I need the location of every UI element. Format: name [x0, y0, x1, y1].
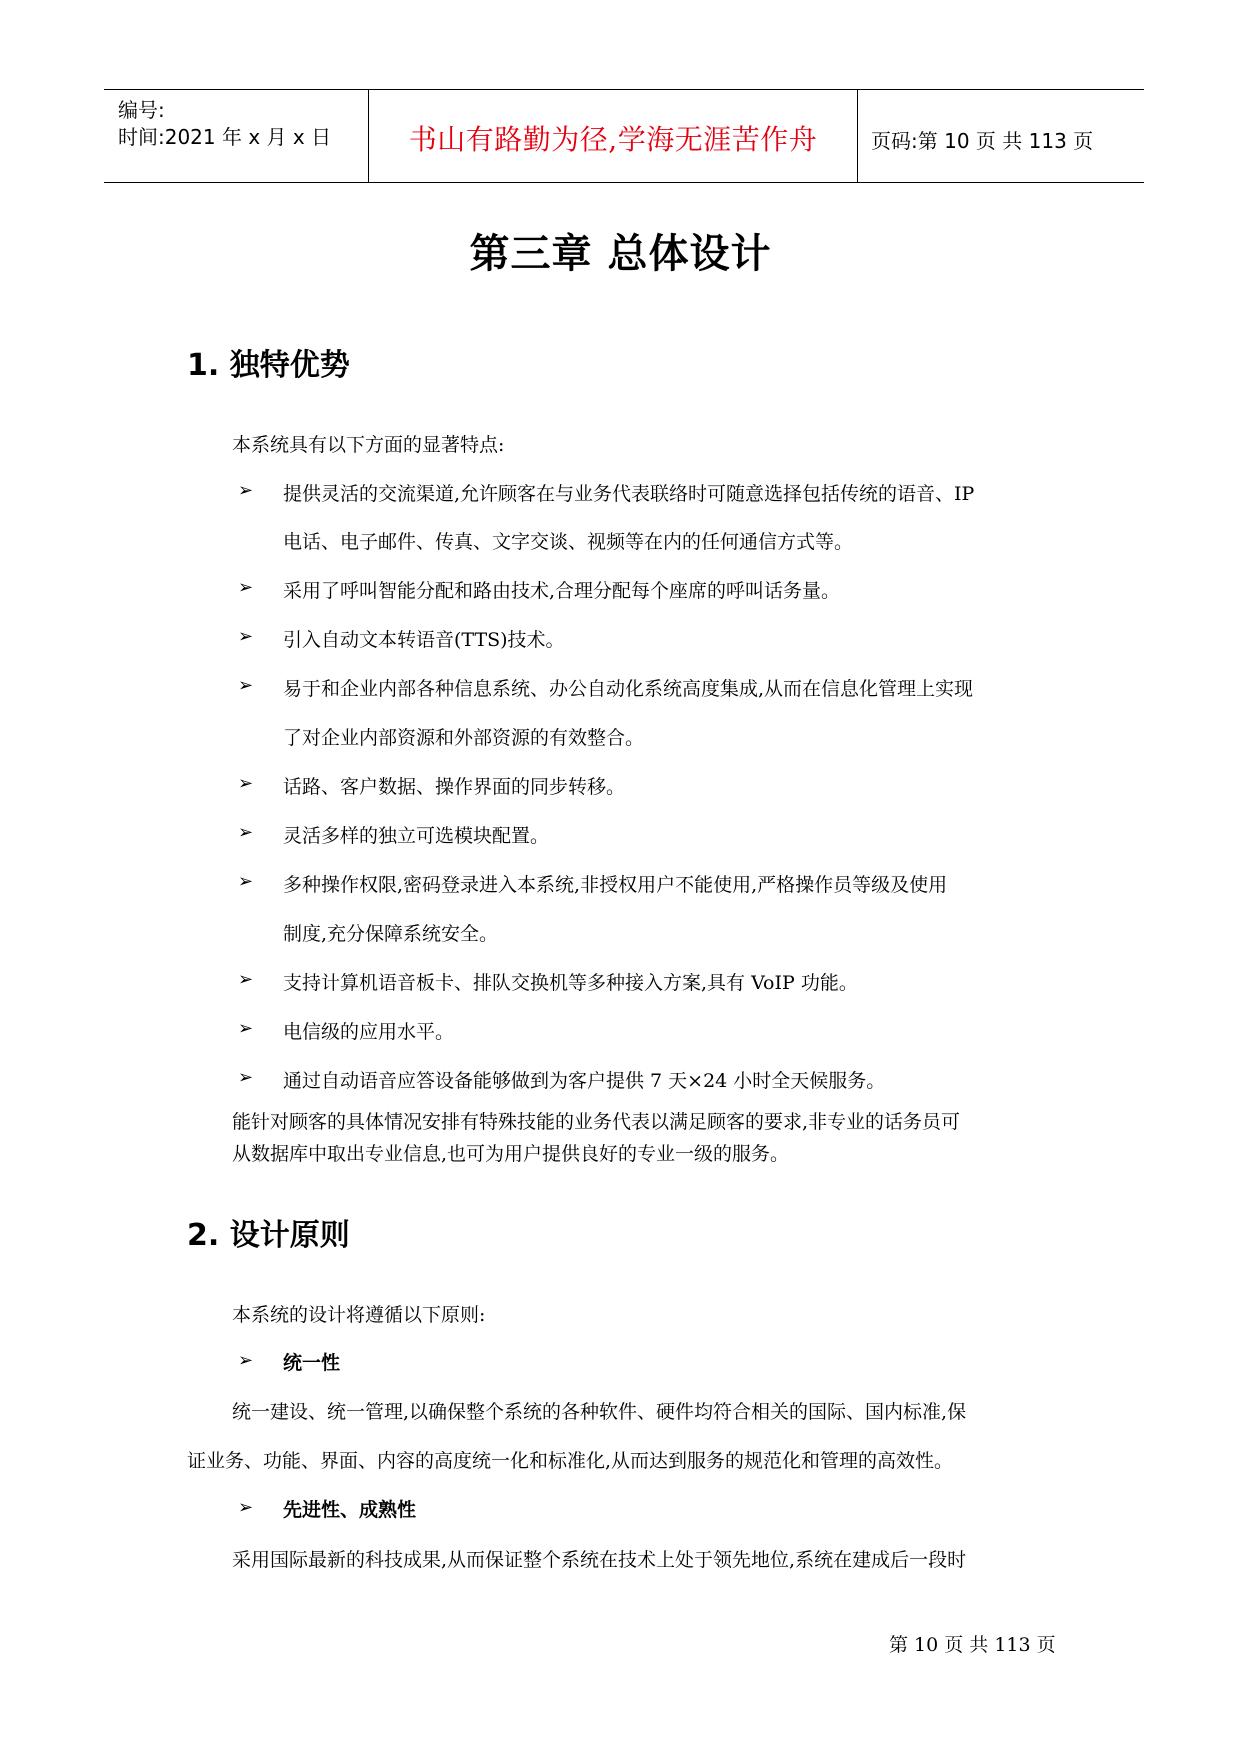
- section-heading-1: 1. 独特优势: [187, 348, 350, 383]
- list-item-continued: 制度,充分保障系统安全。: [283, 923, 499, 945]
- section-heading-2: 2. 设计原则: [187, 1218, 350, 1253]
- list-item: 通过自动语音应答设备能够做到为客户提供 7 天×24 小时全天候服务。: [283, 1070, 886, 1092]
- bullet-marker: ➢: [238, 577, 254, 598]
- section2-intro: 本系统的设计将遵循以下原则:: [232, 1304, 486, 1326]
- bullet-marker: ➢: [238, 1497, 254, 1518]
- motto: 书山有路勤为径,学海无涯苦作舟: [408, 123, 818, 156]
- header-middle-cell: [369, 90, 858, 182]
- section1-intro: 本系统具有以下方面的显著特点:: [232, 434, 505, 456]
- closing-paragraph-line: 能针对顾客的具体情况安排有特殊技能的业务代表以满足顾客的要求,非专业的话务员可: [232, 1111, 961, 1133]
- chapter-title: 第三章 总体设计: [469, 231, 772, 277]
- bullet-marker: ➢: [238, 1067, 254, 1088]
- page-header: [104, 89, 1144, 183]
- bullet-marker: ➢: [238, 1018, 254, 1039]
- date-line: 时间:2021 年 x 月 x 日: [118, 125, 332, 149]
- header-left-cell: [104, 90, 369, 182]
- list-item-continued: 了对企业内部资源和外部资源的有效整合。: [283, 727, 645, 749]
- list-item: 采用了呼叫智能分配和路由技术,合理分配每个座席的呼叫话务量。: [283, 580, 841, 602]
- bullet-marker: ➢: [238, 822, 254, 843]
- list-item: 引入自动文本转语音(TTS)技术。: [283, 629, 565, 651]
- list-item: 支持计算机语音板卡、排队交换机等多种接入方案,具有 VoIP 功能。: [283, 972, 858, 994]
- list-item: 易于和企业内部各种信息系统、办公自动化系统高度集成,从而在信息化管理上实现: [283, 678, 974, 700]
- closing-paragraph-line: 从数据库中取出专业信息,也可为用户提供良好的专业一级的服务。: [232, 1143, 790, 1165]
- bullet-marker: ➢: [238, 773, 254, 794]
- principle-text-line: 采用国际最新的科技成果,从而保证整个系统在技术上处于领先地位,系统在建成后一段时: [232, 1549, 967, 1571]
- list-item: 话路、客户数据、操作界面的同步转移。: [283, 776, 626, 798]
- header-page-info: 页码:第 10 页 共 113 页: [871, 129, 1094, 153]
- principle-title: 先进性、成熟性: [283, 1499, 417, 1521]
- bullet-marker: ➢: [238, 480, 254, 501]
- principle-text-line: 证业务、功能、界面、内容的高度统一化和标准化,从而达到服务的规范化和管理的高效性。: [187, 1450, 954, 1472]
- list-item: 提供灵活的交流渠道,允许顾客在与业务代表联络时可随意选择包括传统的语音、IP: [283, 483, 975, 505]
- bullet-marker: ➢: [238, 1350, 254, 1371]
- bullet-marker: ➢: [238, 626, 254, 647]
- principle-text-line: 统一建设、统一管理,以确保整个系统的各种软件、硬件均符合相关的国际、国内标准,保: [232, 1401, 967, 1423]
- principle-title: 统一性: [283, 1352, 341, 1374]
- bullet-marker: ➢: [238, 969, 254, 990]
- number-label: 编号:: [118, 98, 165, 122]
- list-item-continued: 电话、电子邮件、传真、文字交谈、视频等在内的任何通信方式等。: [283, 531, 854, 553]
- bullet-marker: ➢: [238, 871, 254, 892]
- list-item: 灵活多样的独立可选模块配置。: [283, 825, 550, 847]
- list-item: 多种操作权限,密码登录进入本系统,非授权用户不能使用,严格操作员等级及使用: [283, 874, 948, 896]
- header-right-cell: [858, 90, 1144, 182]
- page-footer: 第 10 页 共 113 页: [889, 1634, 1056, 1656]
- bullet-marker: ➢: [238, 675, 254, 696]
- list-item: 电信级的应用水平。: [283, 1021, 455, 1043]
